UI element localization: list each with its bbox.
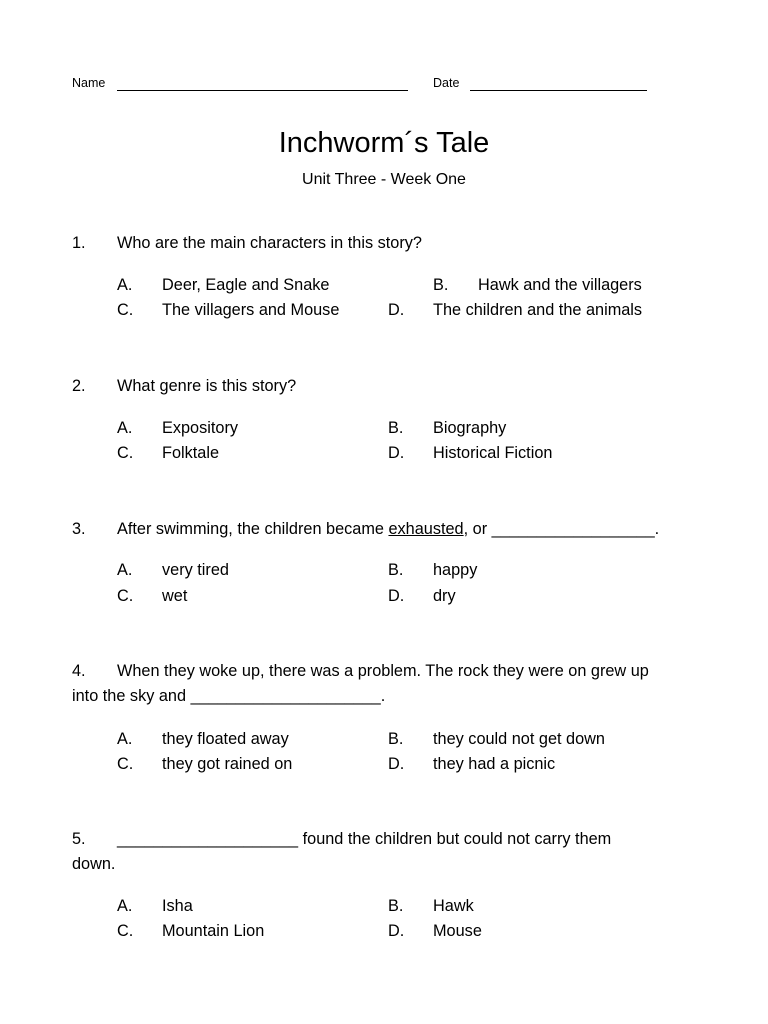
option-text: Mountain Lion <box>162 922 265 940</box>
name-field[interactable] <box>117 90 408 91</box>
option-letter: A. <box>117 897 133 915</box>
option-text: very tired <box>162 561 229 579</box>
option-text: they had a picnic <box>433 755 556 773</box>
option-letter: D. <box>388 755 405 773</box>
option-text: Biography <box>433 419 507 437</box>
option-text: Hawk <box>433 897 474 915</box>
option-letter: B. <box>433 276 449 294</box>
option-letter: C. <box>117 922 134 940</box>
option-text: they got rained on <box>162 755 293 773</box>
option-letter: C. <box>117 444 134 462</box>
vocabulary-word: exhausted <box>388 520 464 538</box>
option-text: wet <box>162 587 188 605</box>
option-letter: A. <box>117 561 133 579</box>
question-number: 4. <box>72 662 86 680</box>
option-letter: B. <box>388 897 404 915</box>
option-text: happy <box>433 561 478 579</box>
page-title: Inchworm´s Tale <box>278 127 490 159</box>
option-text: Expository <box>162 419 239 437</box>
option-letter: D. <box>388 444 405 462</box>
option-text: Historical Fiction <box>433 444 553 462</box>
option-text: Folktale <box>162 444 220 462</box>
question-text-before: After swimming, the children became <box>117 520 389 538</box>
question-number: 5. <box>72 830 86 848</box>
option-letter: B. <box>388 419 404 437</box>
question-number: 2. <box>72 377 86 395</box>
question-text-line1: ____________________ found the children but could not carry them <box>117 830 612 848</box>
option-letter: C. <box>117 301 134 319</box>
option-letter: D. <box>388 587 405 605</box>
answer-blank[interactable]: , or __________________. <box>463 520 660 538</box>
option-letter: A. <box>117 730 133 748</box>
option-text: dry <box>433 587 456 605</box>
option-text: The children and the animals <box>433 301 643 319</box>
option-letter: D. <box>388 922 405 940</box>
option-text: Hawk and the villagers <box>478 276 642 294</box>
question-number: 3. <box>72 520 86 538</box>
option-letter: C. <box>117 755 134 773</box>
option-letter: C. <box>117 587 134 605</box>
option-letter: B. <box>388 561 404 579</box>
option-letter: D. <box>388 301 405 319</box>
question-text: Who are the main characters in this story? <box>117 234 422 252</box>
option-text: Deer, Eagle and Snake <box>162 276 330 294</box>
option-letter: B. <box>388 730 404 748</box>
option-text: Mouse <box>433 922 482 940</box>
page-subtitle: Unit Three - Week One <box>302 171 466 188</box>
option-text: The villagers and Mouse <box>162 301 340 319</box>
question-text-line2: into the sky and _____________________. <box>72 687 386 705</box>
option-text: they could not get down <box>433 730 605 748</box>
question-text-line1: When they woke up, there was a problem. The rock they were on grew up <box>117 662 649 680</box>
option-letter: A. <box>117 276 133 294</box>
option-text: Isha <box>162 897 193 915</box>
date-field[interactable] <box>470 90 647 91</box>
question-text-line2: down. <box>72 855 116 873</box>
name-label: Name <box>72 76 106 90</box>
question-number: 1. <box>72 234 86 252</box>
question-text: What genre is this story? <box>117 377 297 395</box>
question-text <box>117 520 659 539</box>
option-text: they floated away <box>162 730 289 748</box>
option-letter: A. <box>117 419 133 437</box>
date-label: Date <box>433 76 460 90</box>
